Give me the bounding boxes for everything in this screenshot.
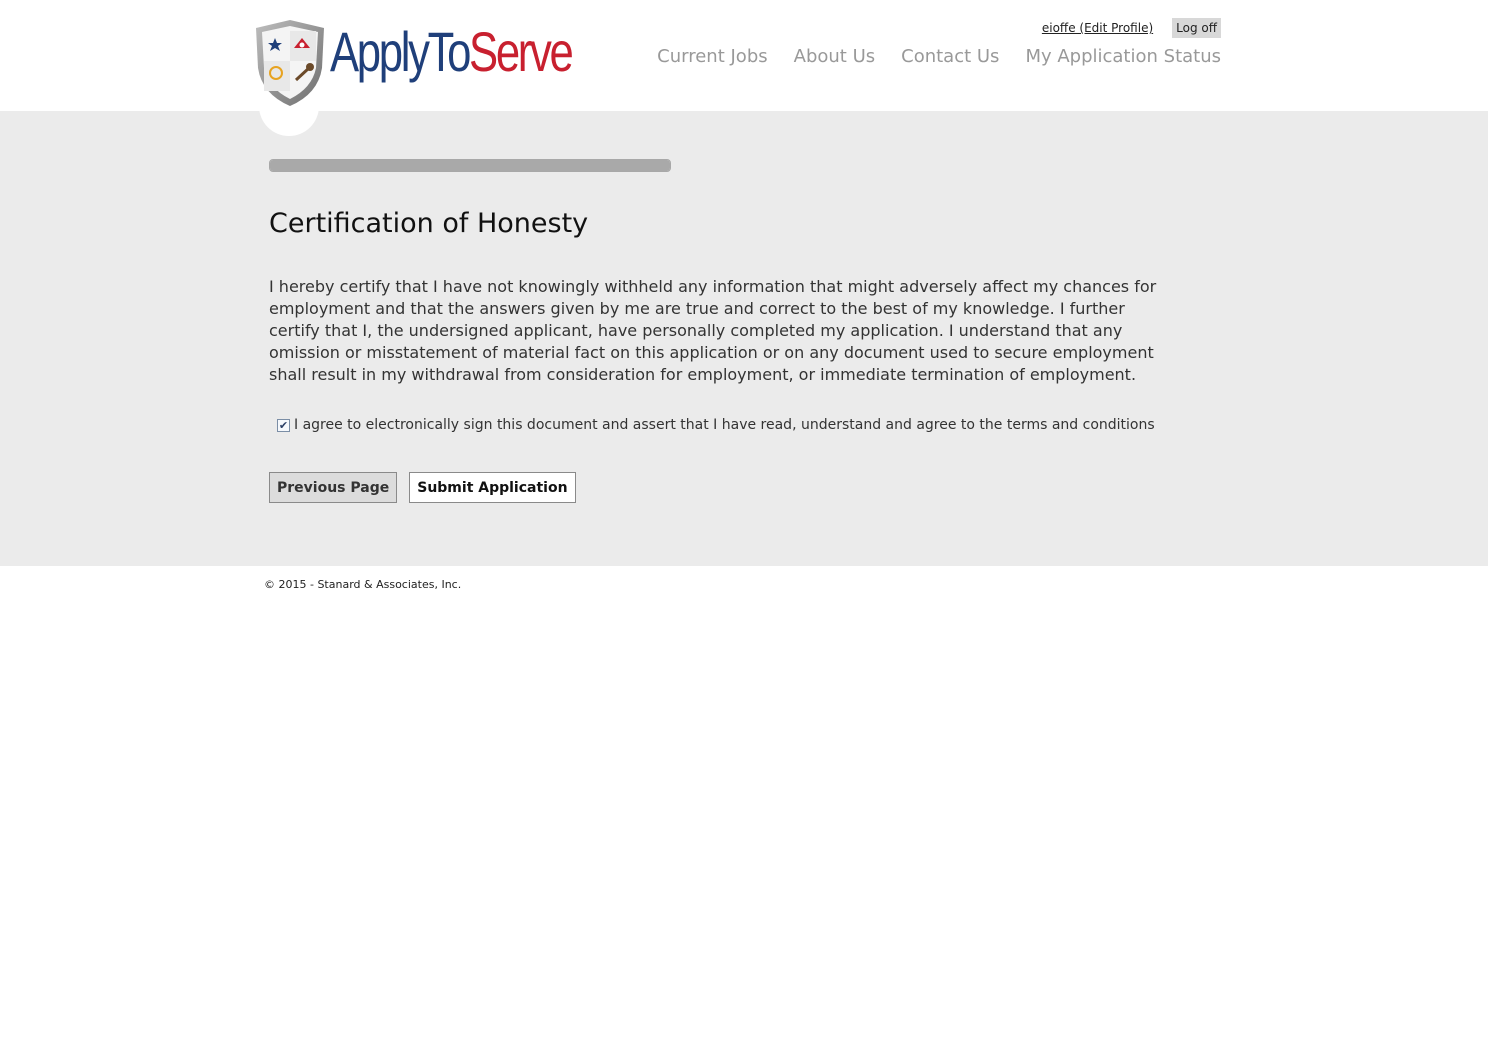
agree-checkbox[interactable]: ✔ <box>278 418 289 432</box>
nav-my-application-status[interactable]: My Application Status <box>1025 46 1221 67</box>
form-buttons <box>269 472 576 503</box>
logoff-button[interactable]: Log off <box>1172 18 1221 38</box>
submit-application-button[interactable]: Submit Application <box>409 472 575 503</box>
application-progress-bar <box>269 159 671 172</box>
footer-copyright: © 2015 - Stanard & Associates, Inc. <box>264 578 462 591</box>
nav-contact-us[interactable]: Contact Us <box>901 46 1000 67</box>
site-header <box>0 0 1488 111</box>
main-content-area <box>0 111 1488 566</box>
edit-profile-link[interactable]: eioffe (Edit Profile) <box>1041 21 1154 35</box>
agree-label: I agree to electronically sign this document and assert that I have read, understand and agree to the terms and conditions <box>294 417 1155 433</box>
logo[interactable] <box>254 18 572 138</box>
shield-logo-icon <box>254 18 326 108</box>
user-links <box>1042 18 1221 38</box>
main-nav <box>657 46 1221 67</box>
page-title: Certification of Honesty <box>269 208 589 239</box>
certification-text: I hereby certify that I have not knowingly withheld any information that might adversely affect my chances for employment and that the answers given by me are true and correct to the best of my knowledge. I further certify that I, the undersigned applicant, have personally completed my application. I understand that any omission or misstatement of material fact on this application or on any document used to secure employment shall result in my withdrawal from consideration for employment, or immediate termination of employment. <box>269 277 1157 384</box>
logo-apply: Apply <box>330 20 428 83</box>
progress-fill <box>270 160 670 171</box>
nav-about-us[interactable]: About Us <box>793 46 876 67</box>
previous-page-button[interactable]: Previous Page <box>269 472 397 503</box>
nav-current-jobs[interactable]: Current Jobs <box>657 46 768 67</box>
logo-serve: Serve <box>469 20 572 83</box>
logo-to: To <box>427 20 470 83</box>
agree-row[interactable] <box>277 417 1155 433</box>
logo-wordmark <box>330 20 572 83</box>
